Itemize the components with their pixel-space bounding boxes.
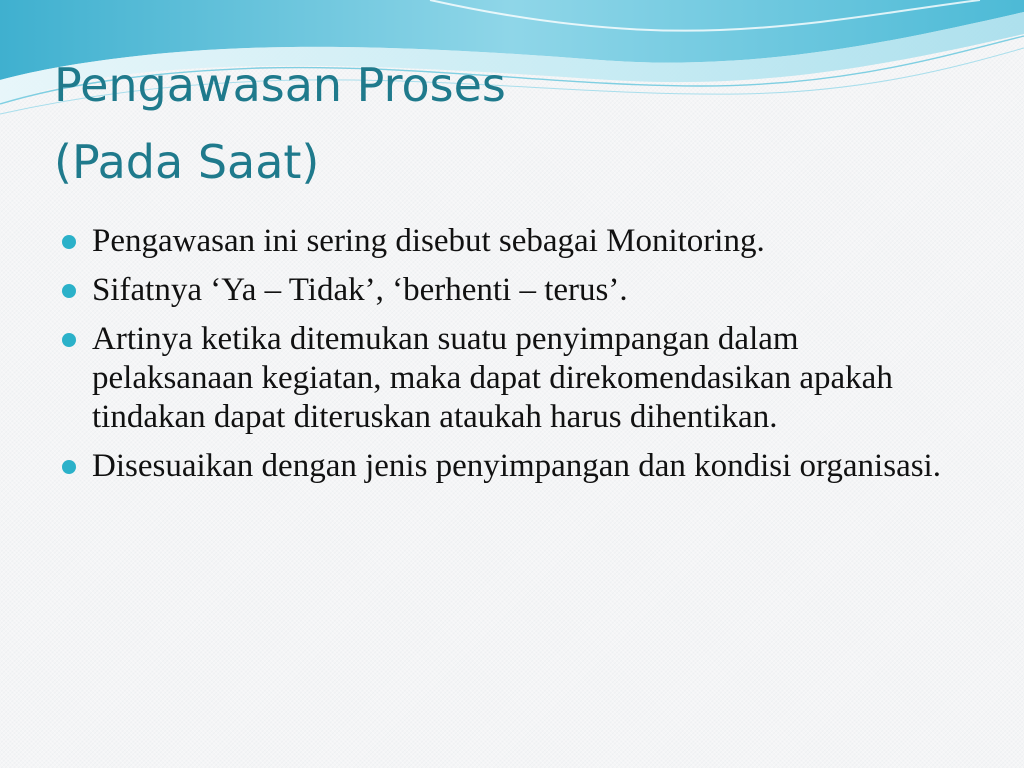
bullet-dot-icon xyxy=(62,235,76,249)
bullet-dot-icon xyxy=(62,284,76,298)
bullet-text: Artinya ketika ditemukan suatu penyimpangan dalam pelaksanaan kegiatan, maka dapat direkomendasikan apakah tindakan dapat diteruskan ataukah harus dihentikan. xyxy=(92,321,893,435)
bullet-item xyxy=(62,447,962,486)
bullet-text: Disesuaikan dengan jenis penyimpangan dan kondisi organisasi. xyxy=(92,448,941,484)
slide-title-line-1: Pengawasan Proses xyxy=(54,58,506,112)
slide-title xyxy=(54,58,954,216)
bullet-item xyxy=(62,271,962,310)
bullet-text: Sifatnya ‘Ya – Tidak’, ‘berhenti – terus’. xyxy=(92,272,628,308)
bullet-list xyxy=(62,222,962,496)
bullet-text: Pengawasan ini sering disebut sebagai Monitoring. xyxy=(92,223,765,259)
bullet-item xyxy=(62,320,962,437)
bullet-dot-icon xyxy=(62,460,76,474)
bullet-item xyxy=(62,222,962,261)
bullet-dot-icon xyxy=(62,333,76,347)
slide-title-line-2: (Pada Saat) xyxy=(54,135,320,189)
